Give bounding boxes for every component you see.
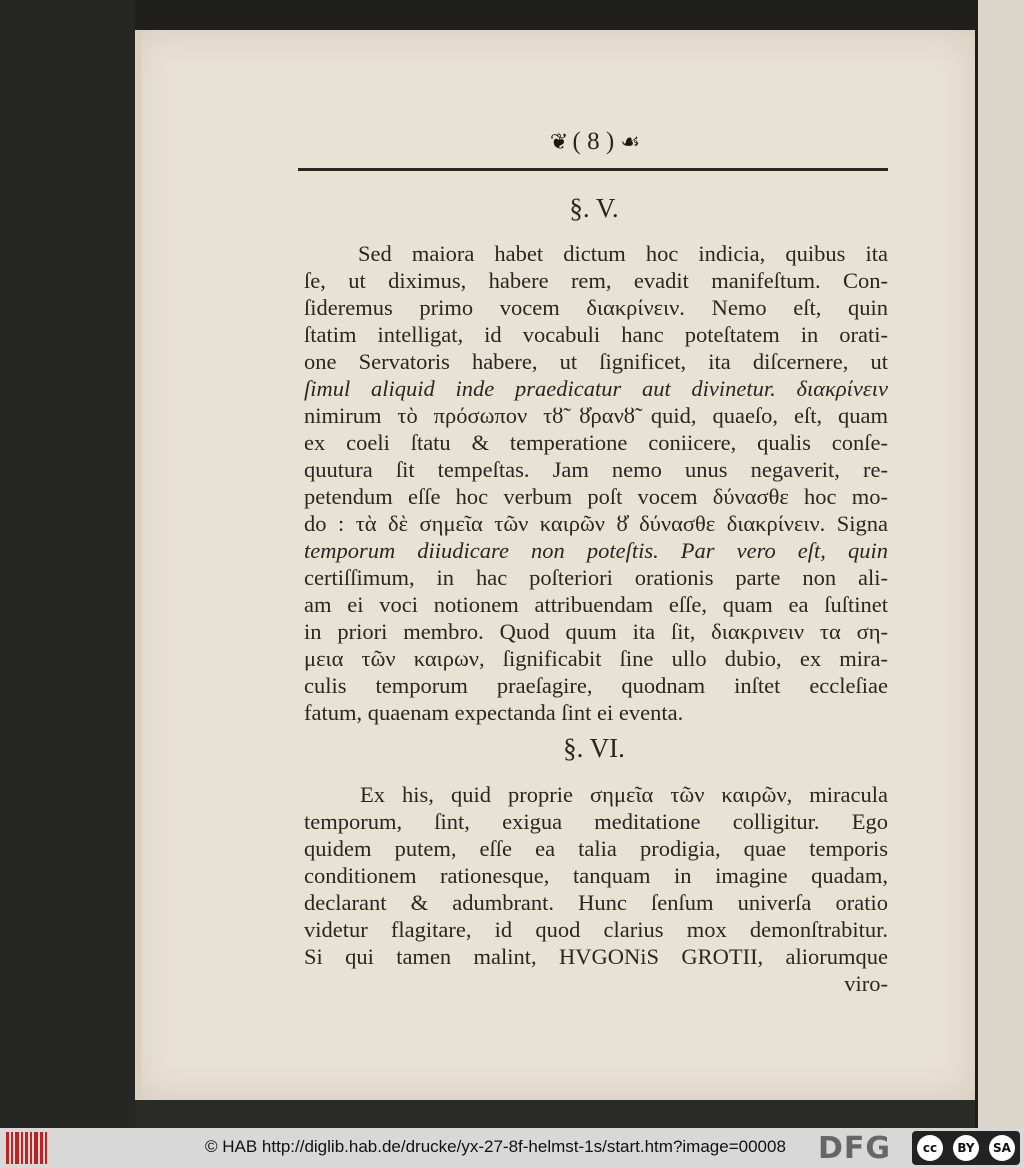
text-line: Si qui tamen malint, HVGONiS GROTII, aliorumque: [304, 944, 888, 969]
text-line: nimirum τὸ πρόσωπον τȣ̃ ȣ̓ρανȣ̃ quid, quaeſo, eſt, quam: [304, 403, 888, 428]
ornament-left-icon: ❦: [549, 129, 567, 154]
viewer-footer: [0, 1128, 1024, 1168]
facing-page-edge: [978, 0, 1024, 1128]
header-rule: [298, 168, 888, 171]
text-line: μεια τῶν καιρων, ſignificabit ſine ullo dubio, ex mira-: [304, 646, 888, 671]
text-line: ſimul aliquid inde praedicatur aut divinetur. διακρίνειν: [304, 376, 888, 401]
text-line: one Servatoris habere, ut ſignificet, ita diſcernere, ut: [304, 349, 888, 374]
text-line: ſtatim intelligat, id vocabuli hanc poteſtatem in orati-: [304, 322, 888, 347]
text-line: quidem putem, eſſe ea talia prodigia, quae temporis: [304, 836, 888, 861]
sa-icon: SA: [989, 1135, 1015, 1161]
cc-license-badge[interactable]: [912, 1131, 1020, 1165]
text-line: declarant & adumbrant. Hunc ſenſum univerſa oratio: [304, 890, 888, 915]
by-icon: BY: [953, 1135, 979, 1161]
text-line: culis temporum praeſagire, quodnam inſtet eccleſiae: [304, 673, 888, 698]
text-line: videtur flagitare, id quod clarius mox demonſtrabitur.: [304, 917, 888, 942]
page-header: [300, 128, 888, 156]
section-title-vi: §. VI.: [563, 733, 625, 763]
section-title-v: §. V.: [569, 193, 619, 223]
text-line: ſideremus primo vocem διακρίνειν. Nemo eſt, quin: [304, 295, 888, 320]
text-line: ſe, ut diximus, habere rem, evadit manifeſtum. Con-: [304, 268, 888, 293]
text-line: petendum eſſe hoc verbum poſt vocem δύνασθε hoc mo-: [304, 484, 888, 509]
text-line: fatum, quaenam expectanda ſint ei eventa.: [304, 700, 684, 725]
text-line: Ex his, quid proprie σημεῖα τῶν καιρῶν, miracula: [360, 782, 888, 807]
text-line: temporum diiudicare non poteſtis. Par vero eſt, quin: [304, 538, 888, 563]
text-line: temporum, ſint, exigua meditatione colligitur. Ego: [304, 809, 888, 834]
scan-left-background: [0, 0, 135, 1128]
page-edge: [135, 30, 141, 1100]
scan-top-background: [135, 0, 978, 30]
text-line: in priori membro. Quod quum ita ſit, διακρινειν τα ση-: [304, 619, 888, 644]
dfg-logo[interactable]: DFG: [818, 1131, 892, 1166]
copyright-link[interactable]: © HAB http://diglib.hab.de/drucke/yx-27-8f-helmst-1s/start.htm?image=00008: [205, 1137, 786, 1156]
text-line: am ei voci notionem attribuendam eſſe, quam ea ſuſtinet: [304, 592, 888, 617]
page-number: ( 8 ): [572, 128, 615, 155]
text-line: Sed maiora habet dictum hoc indicia, quibus ita: [358, 241, 888, 266]
text-line: quutura ſit tempeſtas. Jam nemo unus negaverit, re-: [304, 457, 888, 482]
catchword: viro-: [844, 971, 888, 996]
text-line: do : τὰ δὲ σημεῖα τῶν καιρῶν ȣ̓ δύνασθε διακρίνειν. Signa: [304, 511, 888, 536]
ornament-right-icon: ☙: [620, 129, 639, 154]
library-logo-icon: [6, 1132, 48, 1164]
text-line: conditionem rationesque, tanquam in imagine quadam,: [304, 863, 888, 888]
text-line: certiſſimum, in hac poſteriori orationis parte non ali-: [304, 565, 888, 590]
text-line: ex coeli ſtatu & temperatione coniicere, qualis conſe-: [304, 430, 888, 455]
cc-icon: cc: [917, 1135, 943, 1161]
